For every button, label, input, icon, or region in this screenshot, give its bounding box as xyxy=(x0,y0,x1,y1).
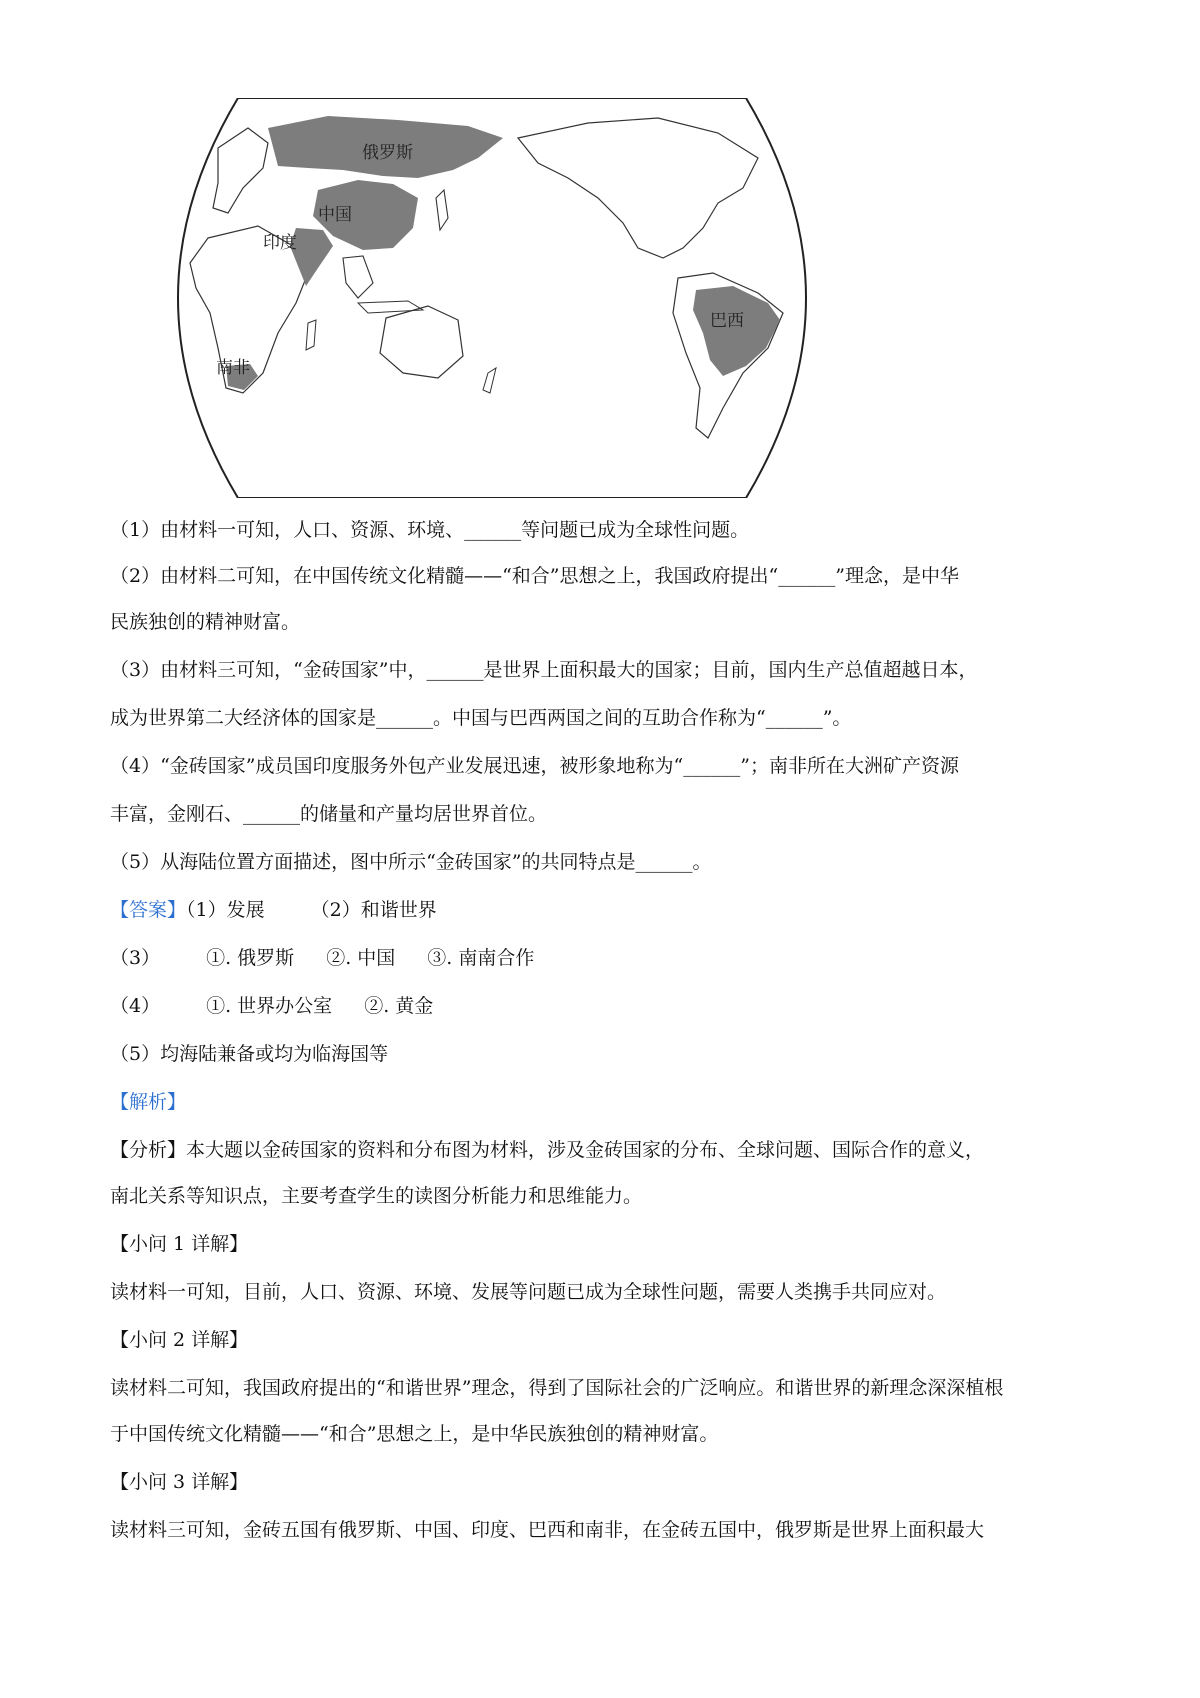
answer-line-1 xyxy=(110,897,1110,923)
subquestion-heading: 【小问 3 详解】 xyxy=(110,1471,249,1493)
subquestion-heading: 【小问 1 详解】 xyxy=(110,1233,249,1255)
label-china: 中国 xyxy=(318,205,352,225)
question-line: 民族独创的精神财富。 xyxy=(110,611,301,633)
answer-2: （2）和谐世界 xyxy=(310,899,437,921)
subquestion-heading: 【小问 2 详解】 xyxy=(110,1329,249,1351)
answer-4-2: ②. 黄金 xyxy=(364,995,434,1017)
question-line: （1）由材料一可知，人口、资源、环境、______等问题已成为全球性问题。 xyxy=(110,519,750,541)
answer-4-1: ①. 世界办公室 xyxy=(206,995,333,1017)
label-russia: 俄罗斯 xyxy=(362,143,413,163)
question-line: （2）由材料二可知，在中国传统文化精髓——“和合”思想之上，我国政府提出“______”理念，是中华 xyxy=(110,565,959,587)
question-line: 成为世界第二大经济体的国家是______。中国与巴西两国之间的互助合作称为“______”。 xyxy=(110,707,852,729)
analysis-paragraph: 读材料一可知，目前，人口、资源、环境、发展等问题已成为全球性问题，需要人类携手共同应对。 xyxy=(110,1281,947,1303)
analysis-paragraph: 读材料三可知，金砖五国有俄罗斯、中国、印度、巴西和南非，在金砖五国中，俄罗斯是世界上面积最大 xyxy=(110,1519,985,1541)
question-line: （4）“金砖国家”成员国印度服务外包产业发展迅速，被形象地称为“______”；南非所在大洲矿产资源 xyxy=(110,755,959,777)
question-line: （5）从海陆位置方面描述，图中所示“金砖国家”的共同特点是______。 xyxy=(110,851,712,873)
answer-3-2: ②. 中国 xyxy=(326,947,396,969)
question-line: 丰富，金刚石、______的储量和产量均居世界首位。 xyxy=(110,803,548,825)
analysis-paragraph: 读材料二可知，我国政府提出的“和谐世界”理念，得到了国际社会的广泛响应。和谐世界的新理念深深植根 xyxy=(110,1377,1004,1399)
analysis-paragraph: 于中国传统文化精髓——“和合”思想之上，是中华民族独创的精神财富。 xyxy=(110,1423,719,1445)
answer-3-3: ③. 南南合作 xyxy=(427,947,535,969)
answer-line-3 xyxy=(110,945,1110,971)
label-india: 印度 xyxy=(263,233,297,253)
answer-4-num: （4） xyxy=(110,995,161,1017)
question-line: （3）由材料三可知，“金砖国家”中，______是世界上面积最大的国家；目前，国内生产总值超越日本， xyxy=(110,659,978,681)
answer-3-num: （3） xyxy=(110,947,161,969)
label-brazil: 巴西 xyxy=(710,311,744,331)
answer-tag: 【答案】 xyxy=(110,899,187,921)
label-south-africa: 南非 xyxy=(216,358,250,378)
analysis-paragraph: 南北关系等知识点，主要考查学生的读图分析能力和思维能力。 xyxy=(110,1185,643,1207)
answer-3-1: ①. 俄罗斯 xyxy=(206,947,295,969)
analysis-tag: 【解析】 xyxy=(110,1091,187,1113)
answer-1: （1）发展 xyxy=(186,899,265,921)
analysis-paragraph: 【分析】本大题以金砖国家的资料和分布图为材料，涉及金砖国家的分布、全球问题、国际合作的意义， xyxy=(110,1139,985,1161)
answer-line-5: （5）均海陆兼备或均为临海国等 xyxy=(110,1043,389,1065)
answer-line-4 xyxy=(110,993,1110,1019)
world-map xyxy=(118,98,866,498)
world-map-svg xyxy=(118,98,866,498)
